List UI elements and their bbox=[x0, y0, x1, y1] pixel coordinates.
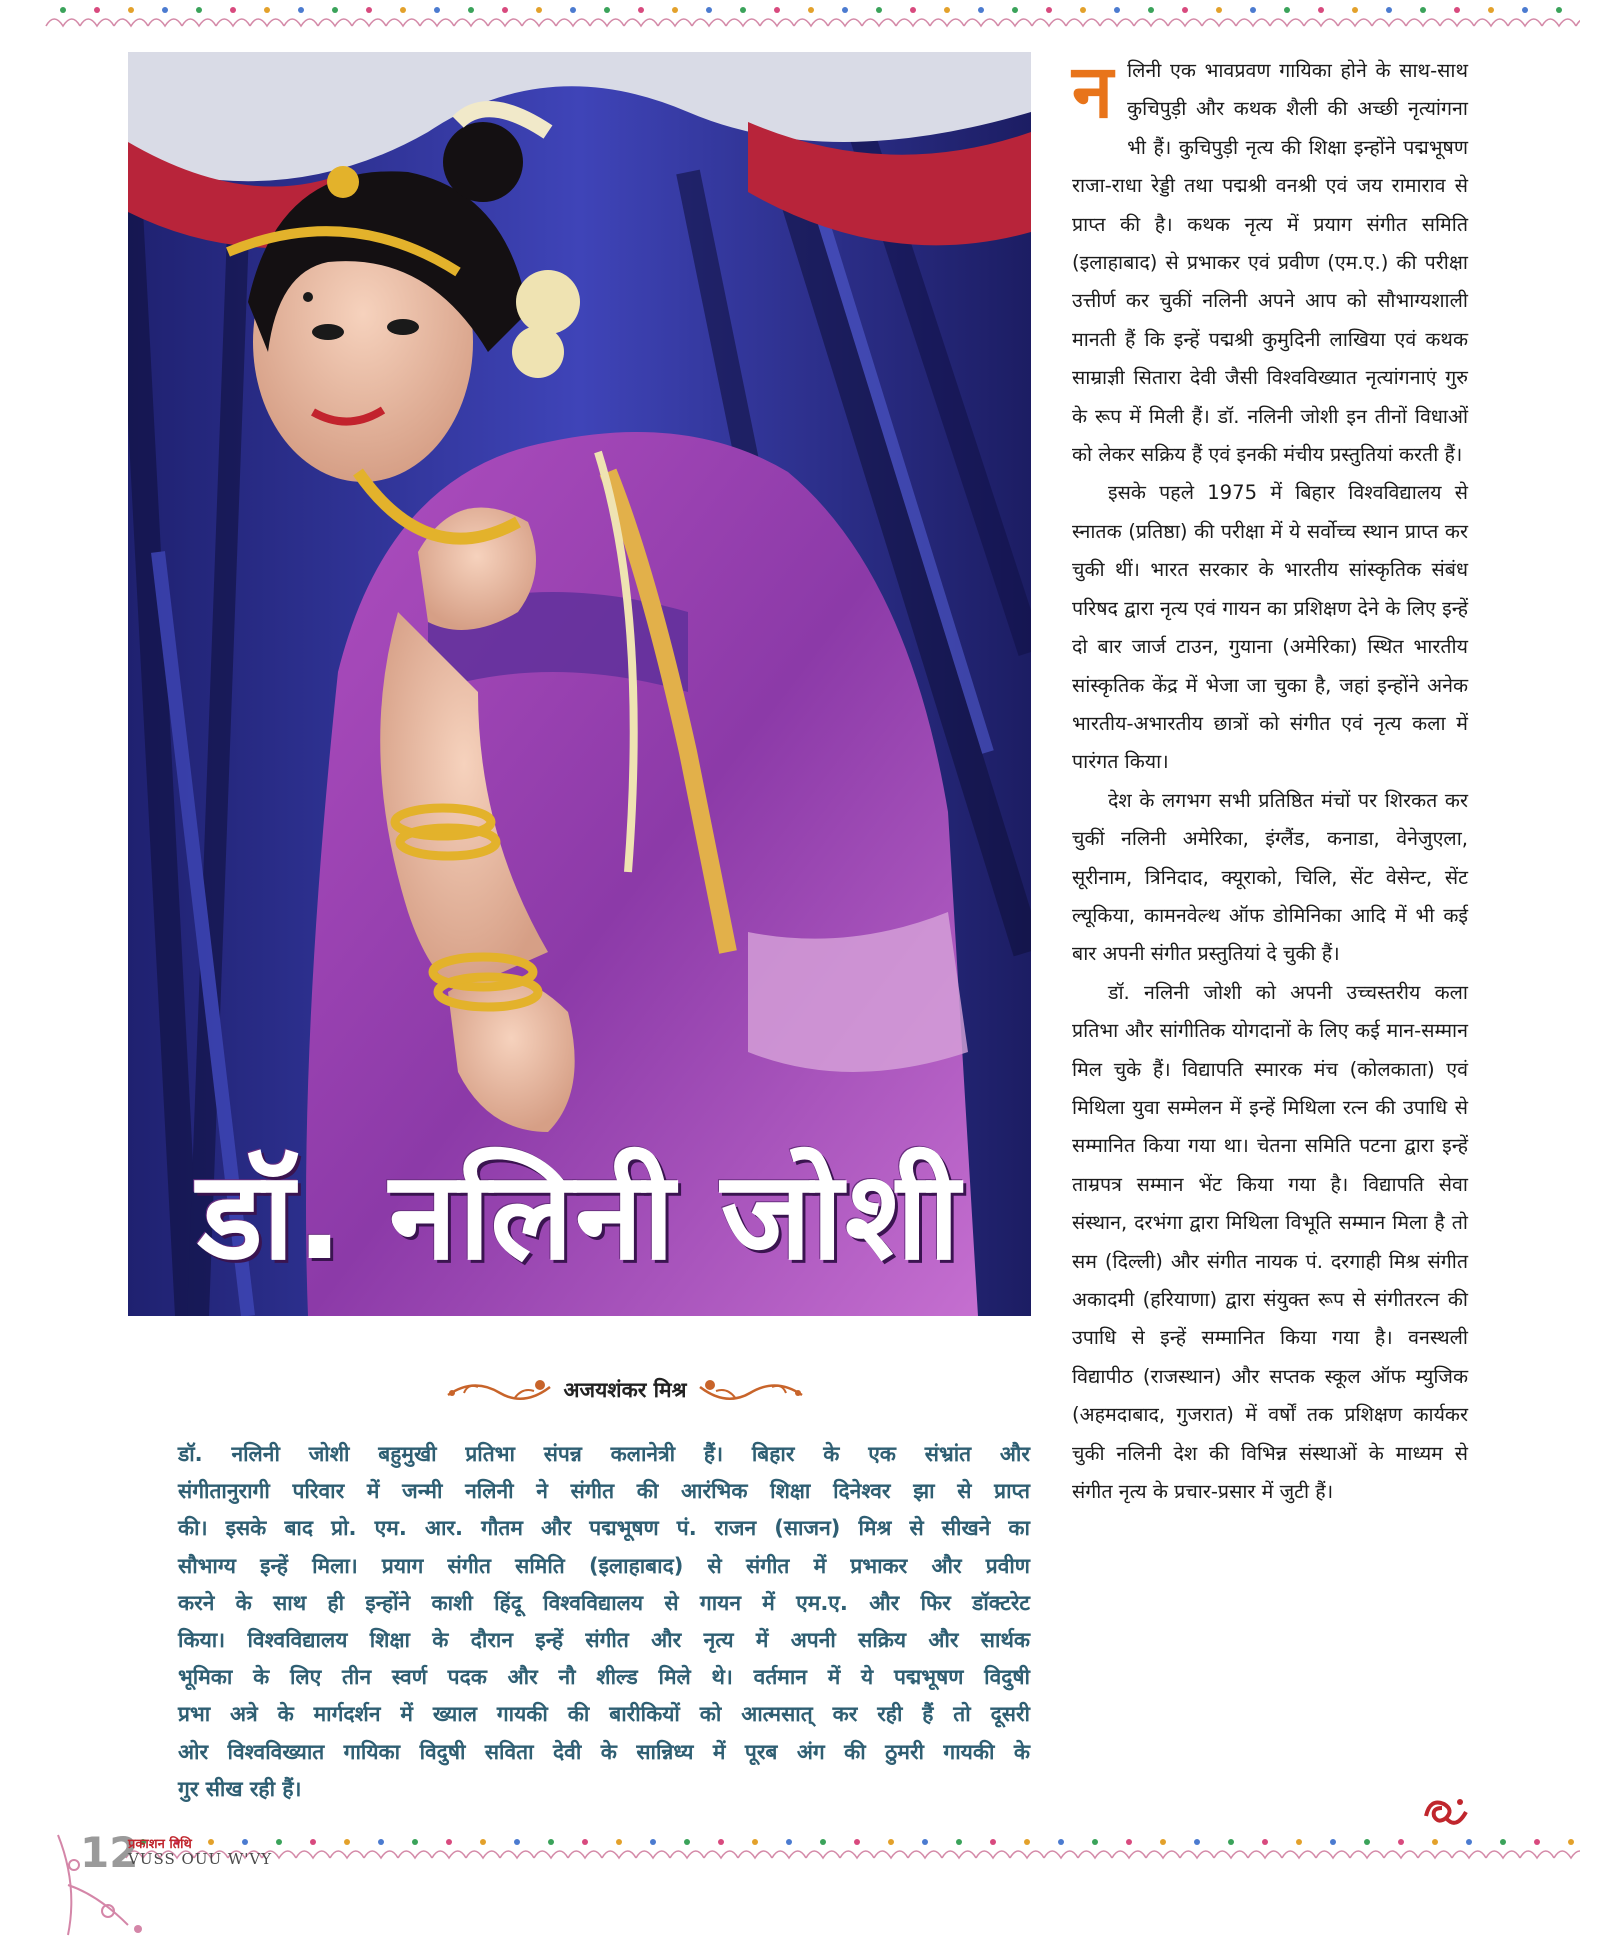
article-paragraph-4: डॉ. नलिनी जोशी को अपनी उच्चस्तरीय कला प्रतिभा और सांगीतिक योगदानों के लिए कई मान-सम्मान मिल चुके हैं। विद्यापति स्मारक मंच (कोलकाता) एवं मिथिला युवा सम्मेलन में इन्हें मिथिला रत्न की उपाधि से सम्मानित किया गया था। चेतना समिति पटना द्वारा इन्हें ताम्रपत्र सम्मान भेंट किया गया है। विद्यापति सेवा संस्थान, दरभंगा द्वारा मिथिला विभूति सम्मान मिला है तो सम (दिल्ली) और संगीत नायक पं. दरगाही मिश्र संगीत अकादमी (हरियाणा) द्वारा संयुक्त रूप से संगीतरत्न की उपाधि से इन्हें सम्मानित किया गया है। वनस्थली विद्यापीठ (राजस्थान) और सप्तक स्कूल ऑफ म्युजिक (अहमदाबाद, गुजरात) में वर्षों तक प्रशिक्षण कार्यकर चुकी नलिनी देश की विभिन्न संस्थाओं के माध्यम से संगीत नृत्य के प्रचार-प्रसार में जुटी हैं। bbox=[1072, 980, 1468, 1504]
lead-line: ओर विश्वविख्यात गायिका विदुषी सविता देवी के सान्निध्य में पूरब अंग की ठुमरी गायकी के bbox=[178, 1739, 1030, 1764]
ornament-left-icon bbox=[444, 1373, 554, 1407]
article-paragraph-1-text: लिनी एक भावप्रवण गायिका होने के साथ-साथ कुचिपुड़ी और कथक शैली की अच्छी नृत्यांगना भी हैं। कुचिपुड़ी नृत्य की शिक्षा इन्होंने पद्मभूषण राजा-राधा रेड्डी तथा पद्मश्री वनश्री एवं जय रामाराव से प्राप्त की है। कथक नृत्य में प्रयाग संगीत समिति (इलाहाबाद) से प्रभाकर एवं प्रवीण (एम.ए.) की परीक्षा उत्तीर्ण कर चुकीं नलिनी अपने आप को सौभाग्यशाली मानती हैं कि इन्हें पद्मश्री कुमुदिनी लाखिया एवं कथक साम्राज्ञी सितारा देवी जैसी विश्वविख्यात नृत्यांगनाएं गुरु के रूप में मिली हैं। डॉ. नलिनी जोशी इन तीनों विधाओं को लेकर सक्रिय हैं एवं इनकी मंचीय प्रस्तुतियां करती हैं। bbox=[1072, 59, 1468, 467]
lead-paragraph bbox=[178, 1436, 1030, 1808]
top-decorative-border bbox=[40, 0, 1580, 34]
lead-line: सौभाग्य इन्हें मिला। प्रयाग संगीत समिति (इलाहाबाद) से संगीत में प्रभाकर और प्रवीण bbox=[178, 1553, 1030, 1578]
article-paragraph-3: देश के लगभग सभी प्रतिष्ठित मंचों पर शिरकत कर चुकीं नलिनी अमेरिका, इंग्लैंड, कनाडा, वेनेजुएला, सूरीनाम, त्रिनिदाद, क्यूराको, चिलि, सेंट वेसेन्ट, सेंट ल्यूकिया, कामनवेल्थ ऑफ डोमिनिका आदि में भी कई बार अपनी संगीत प्रस्तुतियां दे चुकी हैं। bbox=[1072, 788, 1468, 966]
publication-date-label: प्रकाशन तिथि bbox=[128, 1837, 192, 1852]
lead-line: करने के साथ ही इन्होंने काशी हिंदू विश्वविद्यालय से गायन में एम.ए. और फिर डॉक्टरेट bbox=[178, 1590, 1030, 1615]
dancer-photo bbox=[128, 52, 1031, 1316]
lead-line: डॉ. नलिनी जोशी बहुमुखी प्रतिभा संपन्न कलानेत्री हैं। बिहार के एक संभ्रांत और bbox=[178, 1442, 1030, 1466]
bottom-decorative-border bbox=[120, 1838, 1580, 1866]
lead-line: प्रभा अत्रे के मार्गदर्शन में ख्याल गायकी की बारीकियों को आत्मसात् कर रही हैं तो दूसरी bbox=[178, 1702, 1030, 1727]
ornament-right-icon bbox=[696, 1373, 806, 1407]
end-mark-icon bbox=[1420, 1790, 1470, 1834]
article-paragraph-1 bbox=[1072, 49, 1468, 474]
article-paragraph-2: इसके पहले 1975 में बिहार विश्वविद्यालय से स्नातक (प्रतिष्ठा) की परीक्षा में ये सर्वोच्च स्थान प्राप्त कर चुकी थीं। भारत सरकार के भारतीय सांस्कृतिक संबंध परिषद द्वारा नृत्य एवं गायन का प्रशिक्षण देने के लिए इन्हें दो बार जार्ज टाउन, गुयाना (अमेरिका) स्थित भारतीय सांस्कृतिक केंद्र में भेजा जा चुका है, जहां इन्होंने अनेक भारतीय-अभारतीय छात्रों को संगीत एवं नृत्य कला में पारंगत किया। bbox=[1072, 481, 1468, 774]
lead-line: गुर सीख रही हैं। bbox=[178, 1776, 302, 1801]
page-number: 12 bbox=[80, 1828, 139, 1877]
lead-line: संगीतानुरागी परिवार में जन्मी नलिनी ने संगीत की आरंभिक शिक्षा दिनेश्वर झा से प्राप्त bbox=[178, 1479, 1030, 1504]
article-column bbox=[1072, 49, 1468, 1511]
lead-line: की। इसके बाद प्रो. एम. आर. गौतम और पद्मभूषण पं. राजन (साजन) मिश्र से सीखने का bbox=[178, 1516, 1030, 1541]
lead-line: भूमिका के लिए तीन स्वर्ण पदक और नौ शील्ड मिले थे। वर्तमान में ये पद्मभूषण विदुषी bbox=[178, 1665, 1030, 1690]
drop-cap: न bbox=[1072, 49, 1114, 135]
byline bbox=[430, 1370, 820, 1410]
lead-line: किया। विश्वविद्यालय शिक्षा के दौरान इन्हें संगीत और नृत्य में अपनी सक्रिय और सार्थक bbox=[178, 1628, 1030, 1653]
author-name: अजयशंकर मिश्र bbox=[563, 1378, 687, 1402]
lead-text bbox=[178, 1436, 1030, 1808]
photo-title: डॉ. नलिनी जोशी bbox=[197, 1145, 962, 1287]
publication-date: VUSS OUU W'VY bbox=[128, 1850, 273, 1868]
